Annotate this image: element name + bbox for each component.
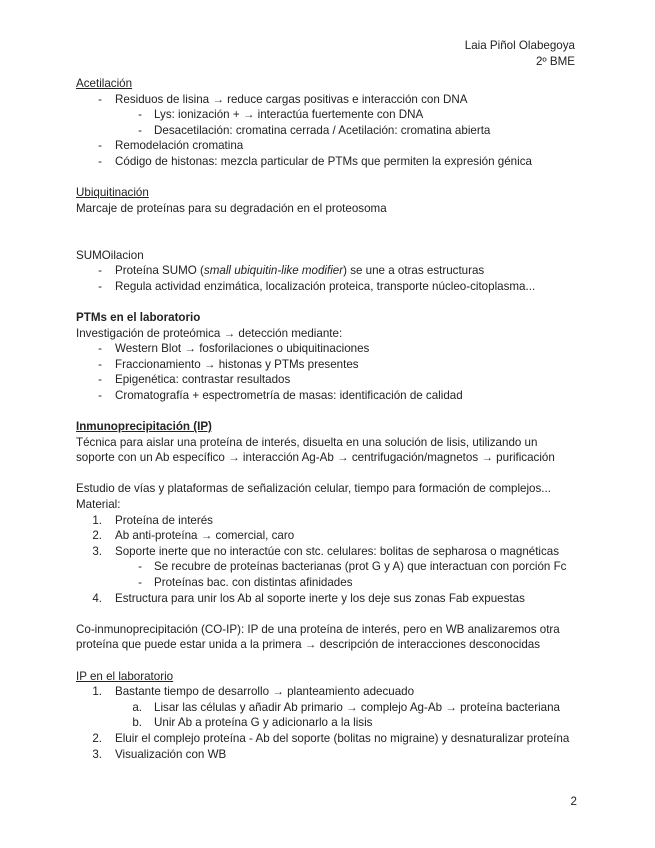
section-title-ubiquitinacion: Ubiquitinación (76, 186, 149, 200)
paragraph: Material: (76, 498, 121, 512)
course-label: 2º BME (535, 55, 575, 68)
number-marker: 2. (92, 529, 102, 543)
list-item: 2. Ab anti-proteína → comercial, caro (76, 528, 582, 544)
paragraph: Investigación de proteómica → detección mediante: (76, 326, 343, 340)
number-marker: 3. (92, 747, 102, 761)
dash-marker: - (98, 92, 102, 106)
page-header (465, 38, 575, 70)
list-item: - Proteínas bac. con distintas afinidades (76, 575, 582, 591)
author-name: Laia Piñol Olabegoya (464, 39, 575, 52)
list-item: - Lys: ionización + → interactúa fuertemente con DNA (76, 107, 582, 123)
list-item: a. Lisar las células y añadir Ab primario → complejo Ag-Ab → proteína bacteriana (76, 700, 582, 716)
dash-marker: - (138, 576, 142, 589)
dash-marker: - (98, 139, 102, 153)
page-number: 2 (570, 795, 577, 808)
list-item: - Remodelación cromatina (76, 138, 582, 154)
list-item: 1. Proteína de interés (76, 513, 582, 529)
paragraph: soporte con un Ab específico → interacción Ag-Ab → centrifugación/magnetos → purificación (76, 451, 555, 465)
document-body (76, 76, 582, 762)
list-item: 1. Bastante tiempo de desarrollo → planteamiento adecuado (76, 684, 582, 700)
list-item: 4. Estructura para unir los Ab al soporte inerte y los deje sus zonas Fab expuestas (76, 591, 582, 607)
section-title-acetilacion: Acetilación (76, 77, 133, 90)
paragraph: proteína que puede estar unida a la primera → descripción de interacciones desconocidas (76, 638, 541, 652)
dash-marker: - (98, 264, 102, 278)
section-title-ptms: PTMs en el laboratorio (76, 310, 201, 324)
paragraph: Co-inmunoprecipitación (CO-IP): IP de una proteína de interés, pero en WB analizaremos otra (76, 622, 560, 636)
list-item: - Código de histonas: mezcla particular de PTMs que permiten la expresión génica (76, 154, 582, 170)
number-marker: 1. (92, 685, 102, 699)
list-item: - Se recubre de proteínas bacterianas (prot G y A) que interactuan con porción Fc (76, 559, 582, 575)
number-marker: 3. (92, 544, 102, 558)
list-item: b. Unir Ab a proteína G y adicionarlo a la lisis (76, 715, 582, 731)
list-item: - Epigenética: contrastar resultados (76, 372, 582, 388)
dash-marker: - (138, 560, 142, 574)
dash-marker: - (98, 373, 102, 387)
list-item: 2. Eluir el complejo proteína - Ab del soporte (bolitas no migraine) y desnaturalizar proteína (76, 731, 582, 747)
list-item: 3. Visualización con WB (76, 747, 582, 763)
dash-marker: - (138, 108, 142, 122)
paragraph: Marcaje de proteínas para su degradación en el proteosoma (76, 201, 387, 215)
dash-marker: - (98, 279, 102, 293)
list-item: - Desacetilación: cromatina cerrada / Acetilación: cromatina abierta (76, 123, 582, 139)
dash-marker: - (138, 123, 142, 137)
section-title-iplab: IP en el laboratorio (76, 669, 174, 683)
list-item: - Cromatografía + espectrometría de masas: identificación de calidad (76, 388, 582, 404)
paragraph: Técnica para aislar una proteína de interés, disuelta en una solución de lisis, utilizando un (76, 435, 538, 449)
letter-marker: b. (132, 716, 142, 730)
number-marker: 2. (92, 731, 102, 745)
number-marker: 1. (92, 513, 102, 527)
number-marker: 4. (92, 591, 102, 605)
dash-marker: - (98, 388, 102, 402)
list-item: - Western Blot → fosforilaciones o ubiquitinaciones (76, 341, 582, 357)
list-item: - Residuos de lisina → reduce cargas positivas e interacción con DNA (76, 92, 582, 108)
list-item: - Regula actividad enzimática, localización proteica, transporte núcleo-citoplasma... (76, 279, 582, 295)
section-title-ip: Inmunoprecipitación (IP) (76, 420, 212, 434)
dash-marker: - (98, 154, 102, 168)
list-item: - Proteína SUMO (small ubiquitin-like modifier) se une a otras estructuras (76, 263, 582, 279)
paragraph: Estudio de vías y plataformas de señalización celular, tiempo para formación de complejos... (76, 482, 551, 496)
section-title-sumo: SUMOilacion (76, 248, 144, 262)
list-item: 3. Soporte inerte que no interactúe con stc. celulares: bolitas de sepharosa o magnéticas (76, 544, 582, 560)
dash-marker: - (98, 342, 102, 356)
list-item: - Fraccionamiento → histonas y PTMs presentes (76, 357, 582, 373)
letter-marker: a. (132, 700, 142, 714)
dash-marker: - (98, 357, 102, 371)
